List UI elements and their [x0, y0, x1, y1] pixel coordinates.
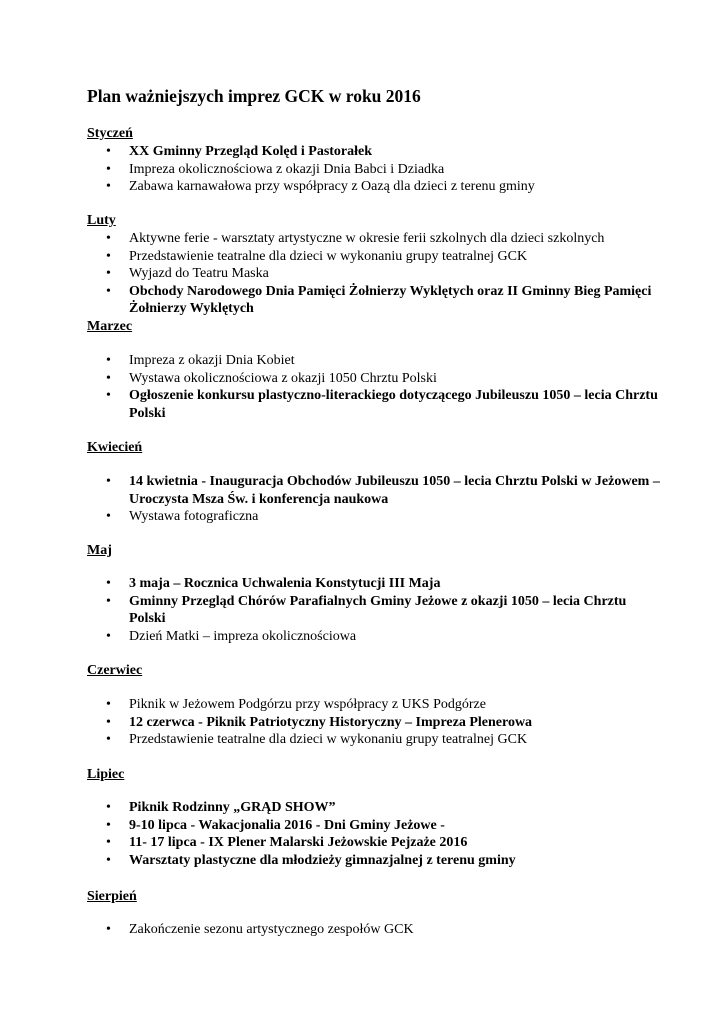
- month-list-maj: [0, 575, 725, 645]
- month-heading-luty: Luty: [87, 213, 116, 228]
- month-heading-kwiecien: Kwiecień: [87, 440, 143, 455]
- list-item: [0, 161, 725, 179]
- list-item-text: Aktywne ferie - warsztaty artystyczne w okresie ferii szkolnych dla dzieci szkolnych: [129, 231, 605, 246]
- bullet-icon: •: [106, 922, 111, 937]
- bullet-icon: •: [106, 370, 111, 386]
- bullet-icon: •: [106, 231, 111, 246]
- list-item-text: XX Gminny Przegląd Kolęd i Pastorałek: [129, 144, 373, 159]
- list-item-text: Gminny Przegląd Chórów Parafialnych Gminy Jeżowe z okazji 1050 – lecia Chrztu Polski: [129, 593, 627, 626]
- list-item: [0, 473, 725, 508]
- list-item: [0, 230, 725, 248]
- list-item-text: 9-10 lipca - Wakacjonalia 2016 - Dni Gminy Jeżowe -: [129, 817, 445, 833]
- list-item-text: Obchody Narodowego Dnia Pamięci Żołnierzy Wyklętych oraz II Gminny Bieg Pamięci Żołnierzy Wyklętych: [129, 283, 652, 316]
- list-item: [0, 731, 725, 749]
- month-heading-czerwiec: Czerwiec: [87, 663, 143, 678]
- list-item-text: 3 maja – Rocznica Uchwalenia Konstytucji III Maja: [129, 576, 441, 591]
- list-item: [0, 143, 725, 161]
- month-list-lipiec: [0, 799, 725, 869]
- list-item: [0, 352, 725, 370]
- list-item-text: 12 czerwca - Piknik Patriotyczny Historyczny – Impreza Plenerowa: [129, 714, 533, 730]
- list-item: [0, 628, 725, 646]
- list-item: [0, 370, 725, 388]
- month-heading-lipiec: Lipiec: [87, 767, 125, 782]
- list-item-text: Wystawa okolicznościowa z okazji 1050 Chrztu Polski: [129, 370, 437, 386]
- list-item-text: Piknik w Jeżowem Podgórzu przy współpracy z UKS Podgórze: [129, 697, 486, 712]
- list-item-text: Zabawa karnawałowa przy współpracy z Oazą dla dzieci z terenu gminy: [129, 179, 535, 194]
- list-item: [0, 921, 725, 939]
- bullet-icon: •: [106, 474, 111, 489]
- bullet-icon: •: [106, 628, 111, 644]
- list-item-text: Impreza okolicznościowa z okazji Dnia Babci i Dziadka: [129, 161, 445, 177]
- bullet-icon: •: [106, 179, 111, 194]
- bullet-icon: •: [106, 283, 111, 299]
- month-list-czerwiec: [0, 696, 725, 749]
- list-item-text: 14 kwietnia - Inauguracja Obchodów Jubileuszu 1050 – lecia Chrztu Polski w Jeżowem – Uroczysta Msza Św. i konferencja naukowa: [129, 474, 660, 507]
- list-item-text: Wystawa fotograficzna: [129, 509, 259, 524]
- list-item: [0, 817, 725, 835]
- bullet-icon: •: [106, 353, 111, 368]
- bullet-icon: •: [106, 266, 111, 281]
- list-item: [0, 834, 725, 852]
- bullet-icon: •: [106, 388, 111, 403]
- list-item: [0, 265, 725, 283]
- month-list-kwiecien: [0, 473, 725, 526]
- list-item: [0, 178, 725, 196]
- month-heading-styczen: Styczeń: [87, 126, 133, 141]
- list-item-text: Przedstawienie teatralne dla dzieci w wykonaniu grupy teatralnej GCK: [129, 732, 528, 747]
- list-item: [0, 508, 725, 526]
- bullet-icon: •: [106, 576, 111, 591]
- bullet-icon: •: [106, 697, 111, 712]
- bullet-icon: •: [106, 732, 111, 747]
- month-heading-marzec: Marzec: [87, 319, 133, 334]
- bullet-icon: •: [106, 161, 111, 177]
- list-item: [0, 283, 725, 318]
- month-list-sierpien: [0, 921, 725, 939]
- list-item-text: Impreza z okazji Dnia Kobiet: [129, 353, 295, 368]
- list-item: [0, 799, 725, 817]
- document-title: Plan ważniejszych imprez GCK w roku 2016: [87, 86, 421, 106]
- month-list-luty: [0, 230, 725, 318]
- list-item: [0, 575, 725, 593]
- bullet-icon: •: [106, 800, 111, 815]
- list-item: [0, 387, 725, 422]
- list-item-text: Wyjazd do Teatru Maska: [129, 266, 269, 281]
- list-item-text: Ogłoszenie konkursu plastyczno-literackiego dotyczącego Jubileuszu 1050 – lecia Chrztu Polski: [129, 388, 658, 421]
- bullet-icon: •: [106, 593, 111, 609]
- month-heading-maj: Maj: [87, 543, 112, 558]
- bullet-icon: •: [106, 835, 111, 850]
- month-heading-sierpien: Sierpień: [87, 889, 137, 904]
- list-item: [0, 248, 725, 266]
- list-item: [0, 696, 725, 714]
- month-list-marzec: [0, 352, 725, 422]
- list-item-text: Warsztaty plastyczne dla młodzieży gimnazjalnej z terenu gminy: [129, 852, 516, 868]
- bullet-icon: •: [106, 852, 111, 868]
- list-item-text: Zakończenie sezonu artystycznego zespołów GCK: [129, 922, 414, 937]
- list-item-text: Dzień Matki – impreza okolicznościowa: [129, 628, 357, 644]
- list-item-text: 11- 17 lipca - IX Plener Malarski Jeżowskie Pejzaże 2016: [129, 835, 468, 850]
- list-item: [0, 593, 725, 628]
- bullet-icon: •: [106, 144, 111, 159]
- list-item: [0, 852, 725, 870]
- bullet-icon: •: [106, 509, 111, 524]
- list-item: [0, 714, 725, 732]
- month-list-styczen: [0, 143, 725, 196]
- bullet-icon: •: [106, 817, 111, 833]
- list-item-text: Przedstawienie teatralne dla dzieci w wykonaniu grupy teatralnej GCK: [129, 248, 528, 264]
- bullet-icon: •: [106, 714, 111, 730]
- list-item-text: Piknik Rodzinny „GRĄD SHOW”: [129, 800, 336, 815]
- bullet-icon: •: [106, 248, 111, 264]
